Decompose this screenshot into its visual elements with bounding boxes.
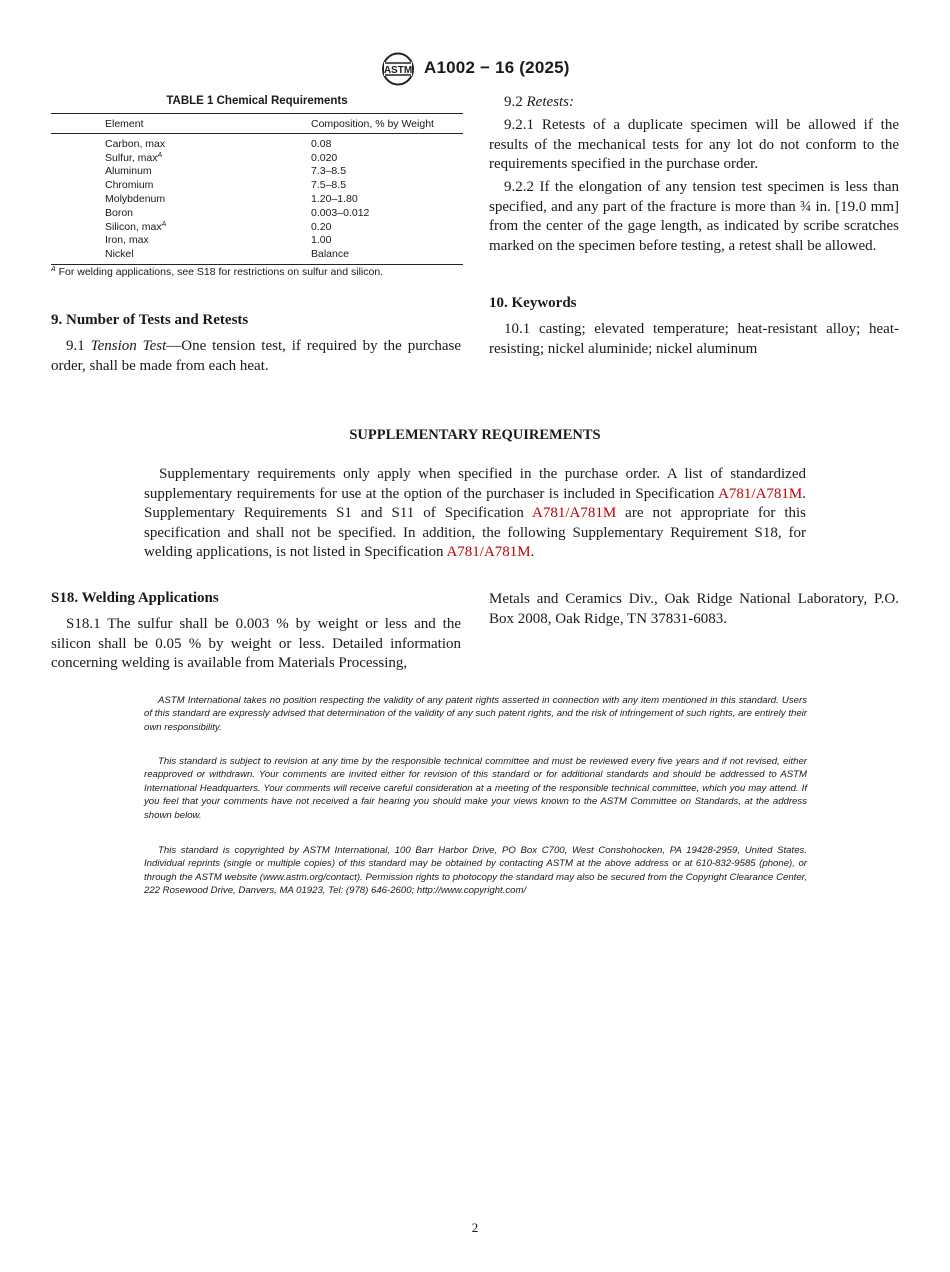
element-cell: Aluminum xyxy=(105,165,152,178)
element-cell: Iron, max xyxy=(105,234,149,247)
table-body xyxy=(51,134,463,264)
element-cell: Carbon, max xyxy=(105,137,166,150)
element-cell: Silicon, $\max^A$ xyxy=(105,220,167,233)
table-row xyxy=(51,192,463,206)
spec-link-a781-1[interactable]: A781/A781M xyxy=(718,485,803,502)
patent-notice: ASTM International takes no position respecting the validity of any patent rights asserted in connection with any item mentioned in this standard. Users of this standard are expressly advised that determination of the validity of any such patent rights, and the risk of infringement of such rights, are entirely their own responsibility. xyxy=(144,695,807,733)
composition-cell: Balance xyxy=(311,248,349,261)
paragraph-9-2-1: 9.2.1 Retests of a duplicate specimen will be allowed if the results of the mechanical tests for any lot do not conform to the requirements specified in the purchase order. xyxy=(489,117,899,172)
table-header-row xyxy=(51,114,463,134)
p92-number: 9.2 xyxy=(504,94,527,110)
copyright-notice: This standard is copyrighted by ASTM International, 100 Barr Harbor Drive, PO Box C700, West Conshohocken, PA 19428-2959, United States. Individual reprints (single or multiple copies) of this standard may be obtained by contacting ASTM at the above address or at 610-832-9585 (phone), or through the ASTM website (www.astm.org/contact). Permission rights to photocopy the standard may also be secured from the Copyright Clearance Center, 222 Rosewood Drive, Danvers, MA 01923, Tel: (978) 646-2600; http://www.copyright.com/ xyxy=(144,845,807,897)
element-cell: Molybdenum xyxy=(105,193,166,206)
composition-cell: 7.3–8.5 xyxy=(311,165,347,178)
supp-text-2: . Supplementary Requirements S1 and S11 of Specification xyxy=(144,485,806,521)
supp-text-3: are not appropriate for this specification and shall not be specified. In addition, the following Supplementary Requirement S18, for welding applications, is not listed in Specification xyxy=(144,505,806,560)
element-cell: Chromium xyxy=(105,179,154,192)
paragraph-9-2-2: 9.2.2 If the elongation of any tension test specimen is less than specified, and any part of the fracture is more than ¾ in. [19.0 mm] from the center of the gage length, as indicated by scribe scratches marked on the specimen before testing, a retest shall be allowed. xyxy=(489,179,899,254)
standard-designation: A1002 − 16 (2025) xyxy=(424,58,570,77)
table-row xyxy=(51,234,463,248)
paragraph-9-2 xyxy=(489,93,899,113)
footnote-text: For welding applications, see S18 for restrictions on sulfur and silicon. xyxy=(55,266,384,278)
supp-text-1: Supplementary requirements only apply when specified in the purchase order. A list of standardized supplementary requirements for use at the option of the purchaser is included in Specification xyxy=(144,466,806,502)
column-header-element: Element xyxy=(105,117,144,130)
astm-logo-icon xyxy=(380,52,416,86)
p92-title: Retests: xyxy=(526,94,574,110)
table-row xyxy=(51,247,463,261)
paragraph-9-1 xyxy=(51,337,461,376)
element-cell: Boron xyxy=(105,206,134,219)
composition-cell: 1.00 xyxy=(311,234,332,247)
table-footnote xyxy=(51,266,463,278)
table-row xyxy=(51,206,463,220)
spec-link-a781-3[interactable]: A781/A781M xyxy=(446,544,531,560)
footnote-ref: A xyxy=(161,220,167,228)
composition-cell: 0.020 xyxy=(311,151,338,164)
spec-link-a781-2[interactable]: A781/A781M xyxy=(532,505,617,521)
composition-cell: 1.20–1.80 xyxy=(311,193,358,206)
table-title: TABLE 1 Chemical Requirements xyxy=(166,95,348,107)
s18-paragraph-left: S18.1 The sulfur shall be 0.003 % by weight or less and the silicon shall be 0.05 % by weight or less. Detailed information concerning welding is available from Materials Processing, xyxy=(51,616,461,671)
table-row xyxy=(51,165,463,179)
p91-text: —One tension test, if required by the purchase order, shall be made from each heat. xyxy=(51,338,461,374)
supp-text-4: . xyxy=(530,544,535,560)
table-row xyxy=(51,178,463,192)
p91-number: 9.1 xyxy=(66,338,91,354)
svg-text:ASTM: ASTM xyxy=(383,65,413,76)
supplementary-heading: SUPPLEMENTARY REQUIREMENTS xyxy=(349,427,601,443)
s18-paragraph-right: Metals and Ceramics Div., Oak Ridge National Laboratory, P.O. Box 2008, Oak Ridge, TN 37831-6083. xyxy=(489,591,899,627)
composition-cell: 0.08 xyxy=(311,137,332,150)
table-row xyxy=(51,220,463,234)
composition-cell: 7.5–8.5 xyxy=(311,179,347,192)
footnote-ref: A xyxy=(157,151,163,159)
composition-cell: 0.20 xyxy=(311,220,332,233)
chemical-requirements-table xyxy=(51,113,463,265)
section-10-heading: 10. Keywords xyxy=(489,295,577,311)
paragraph-10-1: 10.1 casting; elevated temperature; heat-resistant alloy; heat-resisting; nickel aluminide; nickel aluminum xyxy=(489,321,899,357)
supplementary-paragraph xyxy=(144,465,806,563)
page-number: 2 xyxy=(471,1220,479,1235)
section-9-heading: 9. Number of Tests and Retests xyxy=(51,312,249,328)
page-header xyxy=(0,52,950,86)
p91-title: Tension Test xyxy=(90,338,167,354)
revision-notice: This standard is subject to revision at any time by the responsible technical committee and must be reviewed every five years and if not revised, either reapproved or withdrawn. Your comments are invited either for revision of this standard or for additional standards and should be addressed to ASTM International Headquarters. Your comments will receive careful consideration at a meeting of the responsible technical committee, which you may attend. If you feel that your comments have not received a fair hearing you should make your views known to the ASTM Committee on Standards, at the address shown below. xyxy=(144,756,807,821)
composition-cell: 0.003–0.012 xyxy=(311,206,370,219)
footnote-mark: A xyxy=(51,266,56,273)
column-header-composition: Composition, % by Weight xyxy=(311,117,434,130)
table-row xyxy=(51,151,463,165)
element-cell: Nickel xyxy=(105,248,134,261)
element-cell: Sulfur, $\max^A$ xyxy=(105,151,163,164)
table-row xyxy=(51,137,463,151)
s18-heading: S18. Welding Applications xyxy=(51,590,219,606)
